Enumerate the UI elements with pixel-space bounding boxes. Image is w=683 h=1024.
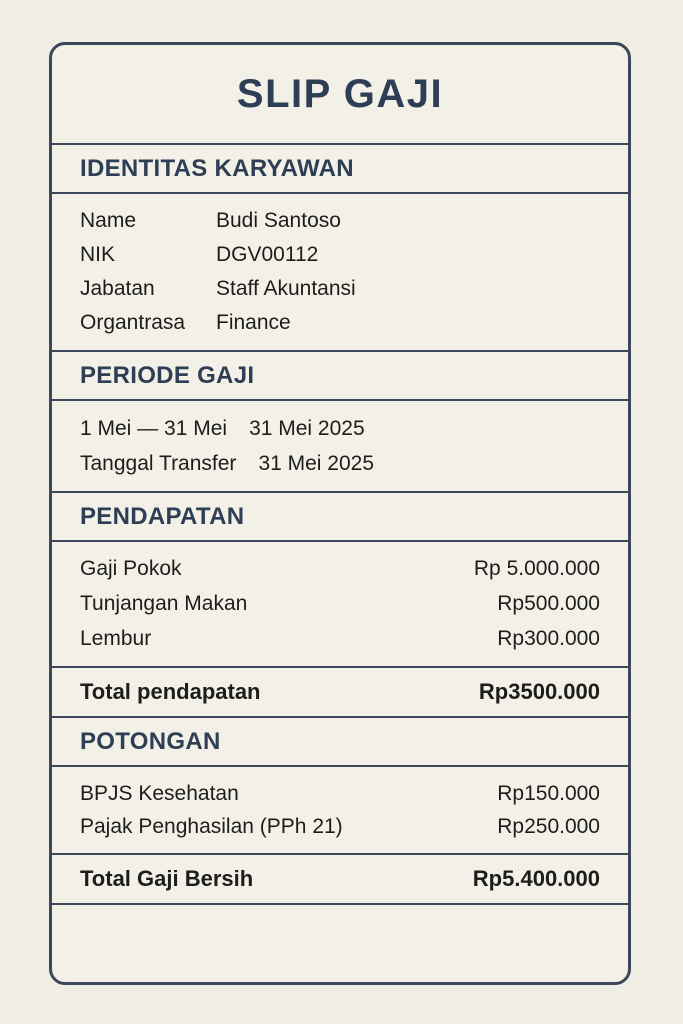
earnings-total-amount: Rp3500.000 — [478, 679, 600, 704]
section-header-periode-gaji: PERIODE GAJI — [52, 352, 628, 401]
earnings-label-gaji-pokok: Gaji Pokok — [80, 557, 182, 581]
deductions-label-pph21: Pajak Penghasilan (PPh 21) — [80, 814, 343, 838]
period-range-value: 31 Mei 2025 — [249, 416, 365, 440]
net-salary-amount: Rp5.400.000 — [472, 866, 600, 891]
identity-row-jabatan — [80, 272, 600, 306]
identity-value-nik: DGV00112 — [216, 243, 319, 266]
identity-row-nik — [80, 238, 600, 272]
identity-value-name: Budi Santoso — [216, 209, 341, 232]
period-transfer-value: 31 Mei 2025 — [258, 451, 375, 475]
identity-label-organtrasa: Organtrasa — [80, 311, 186, 334]
deductions-label-bpjs: BPJS Kesehatan — [80, 781, 239, 805]
empty-footer-row — [52, 905, 628, 982]
identity-row-name — [80, 204, 600, 238]
identity-row-organtrasa — [80, 306, 600, 340]
payslip-card — [49, 42, 631, 985]
earnings-row-lembur — [80, 621, 600, 656]
deductions-section — [52, 767, 628, 855]
earnings-label-tunjangan-makan: Tunjangan Makan — [80, 592, 248, 615]
period-row-transfer-date — [80, 446, 600, 481]
earnings-total-label: Total pendapatan — [80, 679, 261, 704]
earnings-section — [52, 542, 628, 668]
deductions-row-pph21 — [80, 810, 600, 843]
earnings-total-row — [52, 668, 628, 718]
period-section — [52, 401, 628, 493]
identity-label-jabatan: Jabatan — [80, 277, 155, 300]
period-row-range — [80, 411, 600, 446]
section-header-identitas-karyawan: IDENTITAS KARYAWAN — [52, 145, 628, 194]
section-header-pendapatan: PENDAPATAN — [52, 493, 628, 542]
identity-label-nik: NIK — [80, 243, 116, 266]
period-range-label: 1 Mei — 31 Mei — [80, 416, 228, 440]
earnings-amount-tunjangan-makan: Rp500.000 — [497, 592, 600, 615]
payslip-title: SLIP GAJI — [52, 45, 628, 145]
earnings-row-gaji-pokok — [80, 552, 600, 587]
section-header-potongan: POTONGAN — [52, 718, 628, 767]
net-salary-label: Total Gaji Bersih — [80, 866, 254, 891]
identity-section — [52, 194, 628, 352]
identity-value-organtrasa: Finance — [216, 311, 291, 334]
deductions-amount-bpjs: Rp150.000 — [497, 781, 600, 805]
identity-label-name: Name — [80, 209, 137, 232]
period-transfer-label: Tanggal Transfer — [80, 451, 237, 475]
deductions-row-bpjs — [80, 777, 600, 810]
net-salary-total-row — [52, 855, 628, 905]
earnings-amount-gaji-pokok: Rp 5.000.000 — [473, 557, 600, 581]
earnings-row-tunjangan-makan — [80, 587, 600, 622]
earnings-amount-lembur: Rp300.000 — [497, 626, 600, 650]
earnings-label-lembur: Lembur — [80, 626, 152, 650]
deductions-amount-pph21: Rp250.000 — [497, 814, 600, 838]
identity-value-jabatan: Staff Akuntansi — [216, 277, 356, 300]
